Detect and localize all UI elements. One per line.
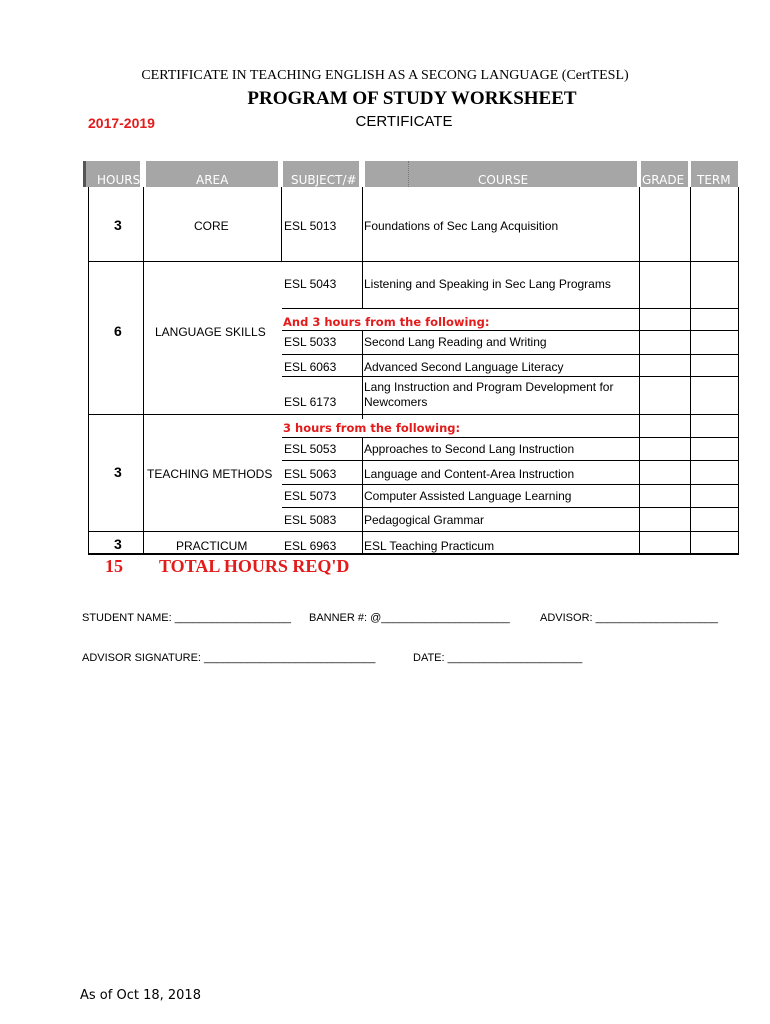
col-header-course: COURSE — [478, 173, 529, 187]
date-field[interactable]: DATE: ______________________ — [413, 652, 583, 664]
subject-language-option: ESL 6173 — [284, 395, 337, 409]
header-divider — [408, 161, 409, 187]
col-header-area: AREA — [196, 173, 229, 187]
course-language-option: Lang Instruction and Program Development for — [364, 380, 614, 394]
course-methods-option: Pedagogical Grammar — [364, 513, 485, 527]
course-language-option-cont: Newcomers — [364, 395, 428, 409]
note-methods: 3 hours from the following: — [283, 421, 461, 435]
total-hours-value: 15 — [105, 556, 123, 576]
grid-line — [282, 308, 738, 309]
note-language: And 3 hours from the following: — [283, 315, 490, 329]
course-practicum: ESL Teaching Practicum — [364, 539, 495, 553]
subject-language-required: ESL 5043 — [284, 277, 337, 291]
grid-line — [690, 187, 691, 555]
grid-line — [282, 354, 738, 355]
course-language-required: Listening and Speaking in Sec Lang Programs — [364, 277, 611, 291]
hours-methods: 3 — [114, 464, 122, 480]
student-name-field[interactable]: STUDENT NAME: ___________________ — [82, 612, 291, 624]
grid-line — [362, 437, 363, 555]
course-methods-option: Approaches to Second Lang Instruction — [364, 442, 575, 456]
subject-language-option: ESL 5033 — [284, 335, 337, 349]
grid-line — [281, 187, 282, 261]
grid-line — [282, 460, 738, 461]
hours-practicum: 3 — [114, 536, 122, 552]
course-core: Foundations of Sec Lang Acquisition — [364, 219, 559, 233]
grid-line — [282, 330, 738, 331]
area-practicum: PRACTICUM — [176, 539, 248, 553]
course-methods-option: Language and Content-Area Instruction — [364, 467, 575, 481]
col-header-subject: SUBJECT/# — [291, 173, 357, 187]
grid-line — [88, 261, 738, 262]
program-years: 2017-2019 — [88, 115, 155, 131]
revision-date: As of Oct 18, 2018 — [80, 988, 201, 1003]
grid-line — [282, 484, 738, 485]
subject-core: ESL 5013 — [284, 219, 337, 233]
grid-line — [738, 187, 739, 555]
hours-core: 3 — [114, 217, 122, 233]
col-header-grade: GRADE — [642, 173, 685, 187]
page-title: PROGRAM OF STUDY WORKSHEET — [247, 88, 577, 109]
course-language-option: Advanced Second Language Literacy — [364, 360, 564, 374]
col-header-term: TERM — [697, 173, 731, 187]
grid-line — [362, 187, 363, 309]
course-methods-option: Computer Assisted Language Learning — [364, 489, 572, 503]
grid-line — [88, 531, 738, 532]
col-header-hours: HOURS — [97, 173, 141, 187]
subject-practicum: ESL 6963 — [284, 539, 337, 553]
certificate-label: CERTIFICATE — [355, 113, 453, 130]
subject-language-option: ESL 6063 — [284, 360, 337, 374]
total-hours-label: TOTAL HOURS REQ'D — [159, 556, 350, 576]
area-language: LANGUAGE SKILLS — [155, 325, 266, 339]
grid-line — [282, 376, 738, 377]
grid-line — [282, 437, 738, 438]
header-left-edge — [83, 161, 86, 187]
subject-methods-option: ESL 5073 — [284, 489, 337, 503]
area-core: CORE — [194, 219, 229, 233]
document-subtitle: CERTIFICATE IN TEACHING ENGLISH AS A SECONG LANGUAGE (CertTESL) — [141, 68, 629, 83]
grid-line — [143, 187, 144, 555]
hours-language: 6 — [114, 323, 122, 339]
subject-methods-option: ESL 5053 — [284, 442, 337, 456]
advisor-signature-field[interactable]: ADVISOR SIGNATURE: ____________________________ — [82, 652, 376, 664]
subject-methods-option: ESL 5063 — [284, 467, 337, 481]
grid-line — [88, 553, 738, 555]
advisor-field[interactable]: ADVISOR: ____________________ — [540, 612, 718, 624]
subject-methods-option: ESL 5083 — [284, 513, 337, 527]
banner-number-field[interactable]: BANNER #: @_____________________ — [309, 612, 510, 624]
grid-line — [88, 414, 738, 415]
grid-line — [362, 330, 363, 419]
area-methods: TEACHING METHODS — [147, 467, 273, 481]
grid-line — [282, 507, 738, 508]
course-language-option: Second Lang Reading and Writing — [364, 335, 547, 349]
grid-line — [88, 187, 89, 555]
grid-line — [639, 187, 640, 555]
